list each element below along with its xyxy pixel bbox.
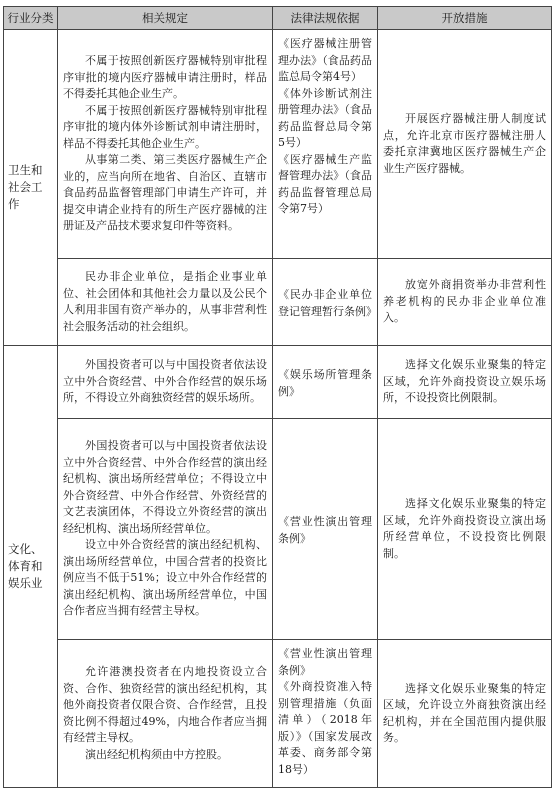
category-cell: 卫生和社会工作	[4, 30, 58, 346]
header-open-measures: 开放措施	[378, 7, 552, 30]
law-text: 《娱乐场所管理条例》	[278, 368, 372, 398]
table-row	[4, 640, 552, 788]
law-text: 《外商投资准入特别管理措施（负面清单）（2018年版）》（国家发展改革委、商务部令第18号）	[278, 680, 372, 776]
header-legal-basis: 法律法规依据	[273, 7, 378, 30]
regulations-cell	[58, 419, 273, 640]
regulations-cell	[58, 259, 273, 346]
header-regulations: 相关规定	[58, 7, 273, 30]
table-row	[4, 259, 552, 346]
table-row	[4, 346, 552, 419]
measure-cell: 选择文化娱乐业聚集的特定区域，允许设立外商独资演出经纪机构，并在全国范围内提供服务。	[378, 640, 552, 788]
regulation-text: 演出经纪机构须由中方控股。	[85, 747, 228, 761]
measure-cell: 选择文化娱乐业聚集的特定区域，允许外商投资设立娱乐场所，不设投资比例限制。	[378, 346, 552, 419]
law-text: 《医疗器械注册管理办法》（食品药品监总局令第4号）	[278, 37, 372, 83]
regulation-text: 外国投资者可以与中国投资者依法设立中外合资经营、中外合作经营的演出经纪机构、演出场所经营单位；不得设立中外合资经营、中外合作经营、外资经营的文艺表演团体，不得设立外资经营的演出经纪机构、演出场所经营单位。	[63, 439, 267, 535]
law-text: 《营业性演出管理条例》	[278, 647, 372, 677]
regulation-text: 外国投资者可以与中国投资者依法设立中外合资经营、中外合作经营的娱乐场所，不得设立外商独资经营的娱乐场所。	[63, 358, 267, 405]
legal-basis-cell	[273, 346, 378, 419]
regulation-text: 设立中外合资经营的演出经纪机构、演出场所经营单位，中国合营者的投资比例应当不低于51%；设立中外合作经营的演出经纪机构、演出场所经营单位，中国合作者应当拥有经营主导权。	[63, 538, 267, 618]
table-row	[4, 30, 552, 259]
measure-cell: 选择文化娱乐业聚集的特定区域，允许外商投资设立演出场所经营单位，不设投资比例限制。	[378, 419, 552, 640]
measure-cell: 放宽外商捐资举办非营利性养老机构的民办非企业单位准入。	[378, 259, 552, 346]
legal-basis-cell	[273, 640, 378, 788]
regulation-text: 不属于按照创新医疗器械特别审批程序审批的境内体外诊断试剂申请注册时，样品不得委托其他企业生产。	[63, 103, 267, 150]
category-cell: 文化、体育和娱乐业	[4, 346, 58, 788]
measure-cell: 开展医疗器械注册人制度试点，允许北京市医疗器械注册人委托京津冀地区医疗器械生产企业生产医疗器械。	[378, 30, 552, 259]
header-category: 行业分类	[4, 7, 58, 30]
header-row	[4, 7, 552, 30]
regulation-text: 不属于按照创新医疗器械特别审批程序审批的境内医疗器械申请注册时，样品不得委托其他企业生产。	[63, 54, 267, 101]
regulation-text: 民办非企业单位，是指企业事业单位、社会团体和其他社会力量以及公民个人利用非国有资产举办的，从事非营利性社会服务活动的社会组织。	[63, 270, 267, 333]
regulations-cell	[58, 346, 273, 419]
table-row	[4, 419, 552, 640]
law-text: 《营业性演出管理条例》	[278, 515, 372, 545]
policy-table	[3, 6, 552, 788]
regulation-text: 从事第二类、第三类医疗器械生产企业的，应当向所在地省、自治区、直辖市食品药品监督管理部门申请生产许可，并提交申请企业持有的所生产医疗器械的注册证及产品技术要求复印件等资料。	[63, 153, 267, 233]
regulation-text: 允许港澳投资者在内地投资设立合资、合作、独资经营的演出经纪机构，其他外商投资者仅限合资、合作经营，且投资比例不得超过49%，内地合作者应当拥有经营主导权。	[63, 665, 267, 744]
legal-basis-cell	[273, 419, 378, 640]
legal-basis-cell	[273, 30, 378, 259]
legal-basis-cell	[273, 259, 378, 346]
law-text: 《医疗器械生产监督管理办法》（食品药品监督管理总局令第7号）	[278, 152, 372, 215]
regulations-cell	[58, 640, 273, 788]
law-text: 《民办非企业单位登记管理暂行条例》	[278, 288, 377, 318]
law-text: 《体外诊断试剂注册管理办法》（食品药品监督总局令第5号）	[278, 86, 372, 149]
regulations-cell	[58, 30, 273, 259]
